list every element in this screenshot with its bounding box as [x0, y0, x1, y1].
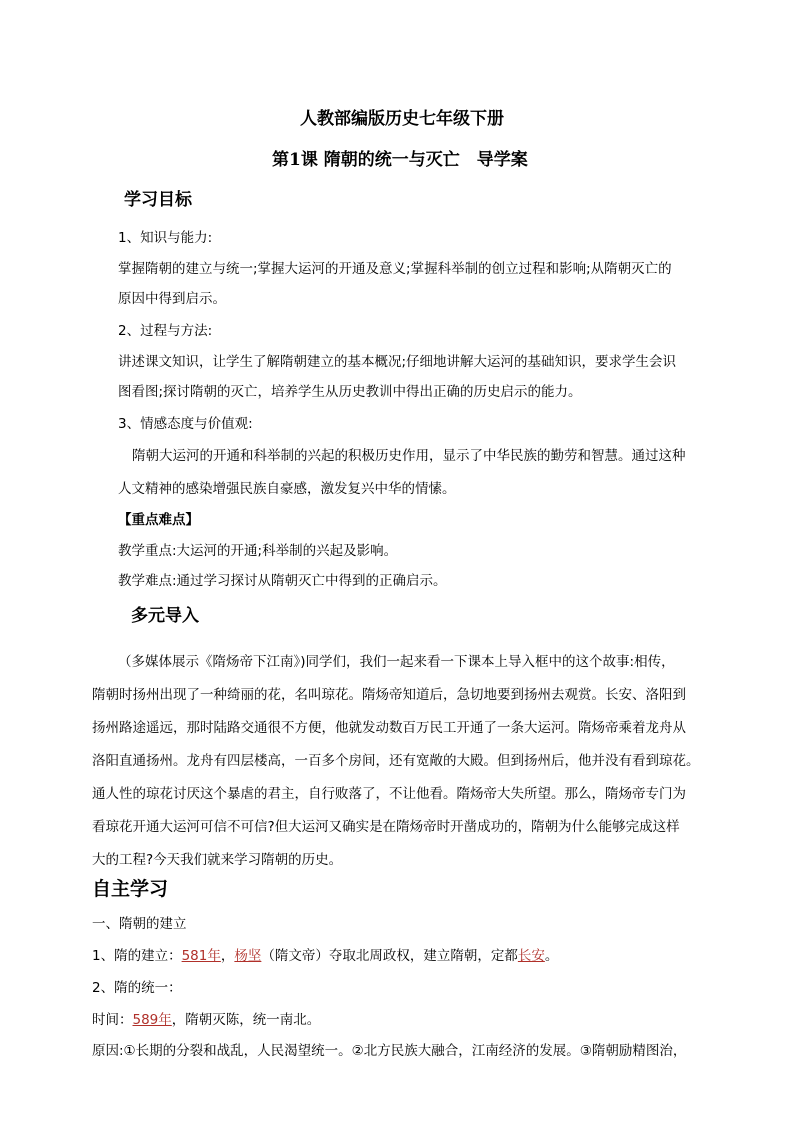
- time-text: ，隋朝灭陈，统一南北。: [171, 1012, 321, 1028]
- goal-3-line: 隋朝大运河的开通和科举制的兴起的积极历史作用，显示了中华民族的勤劳和智慧。通过这种: [132, 448, 686, 464]
- intro-heading: 多元导入: [131, 606, 199, 626]
- teaching-focus: 教学重点:大运河的开通;科举制的兴起及影响。: [118, 543, 398, 559]
- unification-title: 2、隋的统一：: [92, 980, 182, 996]
- lesson-title: 第1课 隋朝的统一与灭亡 导学案: [272, 150, 528, 170]
- intro-line: 通人性的琼花讨厌这个暴虐的君主，自行败落了，不让他看。隋炀帝大失所望。那么，隋炀帝专门为: [92, 786, 686, 802]
- goal-1-line: 原因中得到启示。: [118, 291, 226, 307]
- answer-year: 581年: [181, 948, 221, 964]
- goal-3-title: 3、情感态度与价值观:: [118, 416, 253, 432]
- intro-line: 大的工程?今天我们就来学习隋朝的历史。: [92, 852, 343, 868]
- founding-line: [92, 947, 558, 965]
- teaching-difficulty: 教学难点:通过学习探讨从隋朝灭亡中得到的正确启示。: [118, 573, 447, 589]
- intro-line: 洛阳直通扬州。龙舟有四层楼高，一百多个房间，还有宽敞的大殿。但到扬州后，他并没有看到琼花。: [92, 753, 700, 769]
- goals-heading: 学习目标: [124, 190, 192, 210]
- intro-line: 隋朝时扬州出现了一种绮丽的花，名叫琼花。隋炀帝知道后，急切地要到扬州去观赏。长安、洛阳到: [92, 687, 686, 703]
- goal-1-title: 1、知识与能力:: [118, 230, 213, 246]
- founding-label: 1、隋的建立：: [92, 948, 182, 964]
- self-study-heading: 自主学习: [92, 878, 169, 900]
- book-title: 人教部编版历史七年级下册: [300, 109, 504, 129]
- time-line: [92, 1011, 320, 1029]
- goal-2-line: 图看图;探讨隋朝的灭亡，培养学生从历史教训中得出正确的历史启示的能力。: [118, 384, 582, 400]
- answer-founder: 杨坚: [234, 948, 262, 964]
- reason-line: 原因:①长期的分裂和战乱，人民渴望统一。②北方民族大融合，江南经济的发展。③隋朝励精图治，: [92, 1043, 687, 1059]
- section-title: 一、隋朝的建立: [92, 916, 187, 932]
- time-label: 时间：: [92, 1012, 133, 1028]
- intro-line: 看琼花开通大运河可信不可信?但大运河又确实是在隋炀帝时开凿成功的，隋朝为什么能够完成这样: [92, 819, 680, 835]
- goal-1-line: 掌握隋朝的建立与统一;掌握大运河的开通及意义;掌握科举制的创立过程和影响;从隋朝灭亡的: [118, 261, 672, 277]
- period: 。: [544, 948, 559, 964]
- goal-3-line: 人文精神的感染增强民族自豪感，激发复兴中华的情愫。: [118, 481, 456, 497]
- founding-text: （隋文帝）夺取北周政权，建立隋朝，定都: [261, 948, 518, 964]
- intro-line: 扬州路途遥远，那时陆路交通很不方便，他就发动数百万民工开通了一条大运河。隋炀帝乘着龙舟从: [92, 720, 686, 736]
- key-points-heading: 【重点难点】: [118, 512, 199, 528]
- answer-capital: 长安: [517, 948, 545, 964]
- goal-2-title: 2、过程与方法:: [118, 323, 213, 339]
- separator: ，: [220, 948, 235, 964]
- answer-unify-year: 589年: [132, 1012, 172, 1028]
- goal-2-line: 讲述课文知识，让学生了解隋朝建立的基本概况;仔细地讲解大运河的基础知识，要求学生会识: [118, 354, 677, 370]
- intro-line: （多媒体展示《隋炀帝下江南》)同学们，我们一起来看一下课本上导入框中的这个故事:相传，: [118, 654, 675, 670]
